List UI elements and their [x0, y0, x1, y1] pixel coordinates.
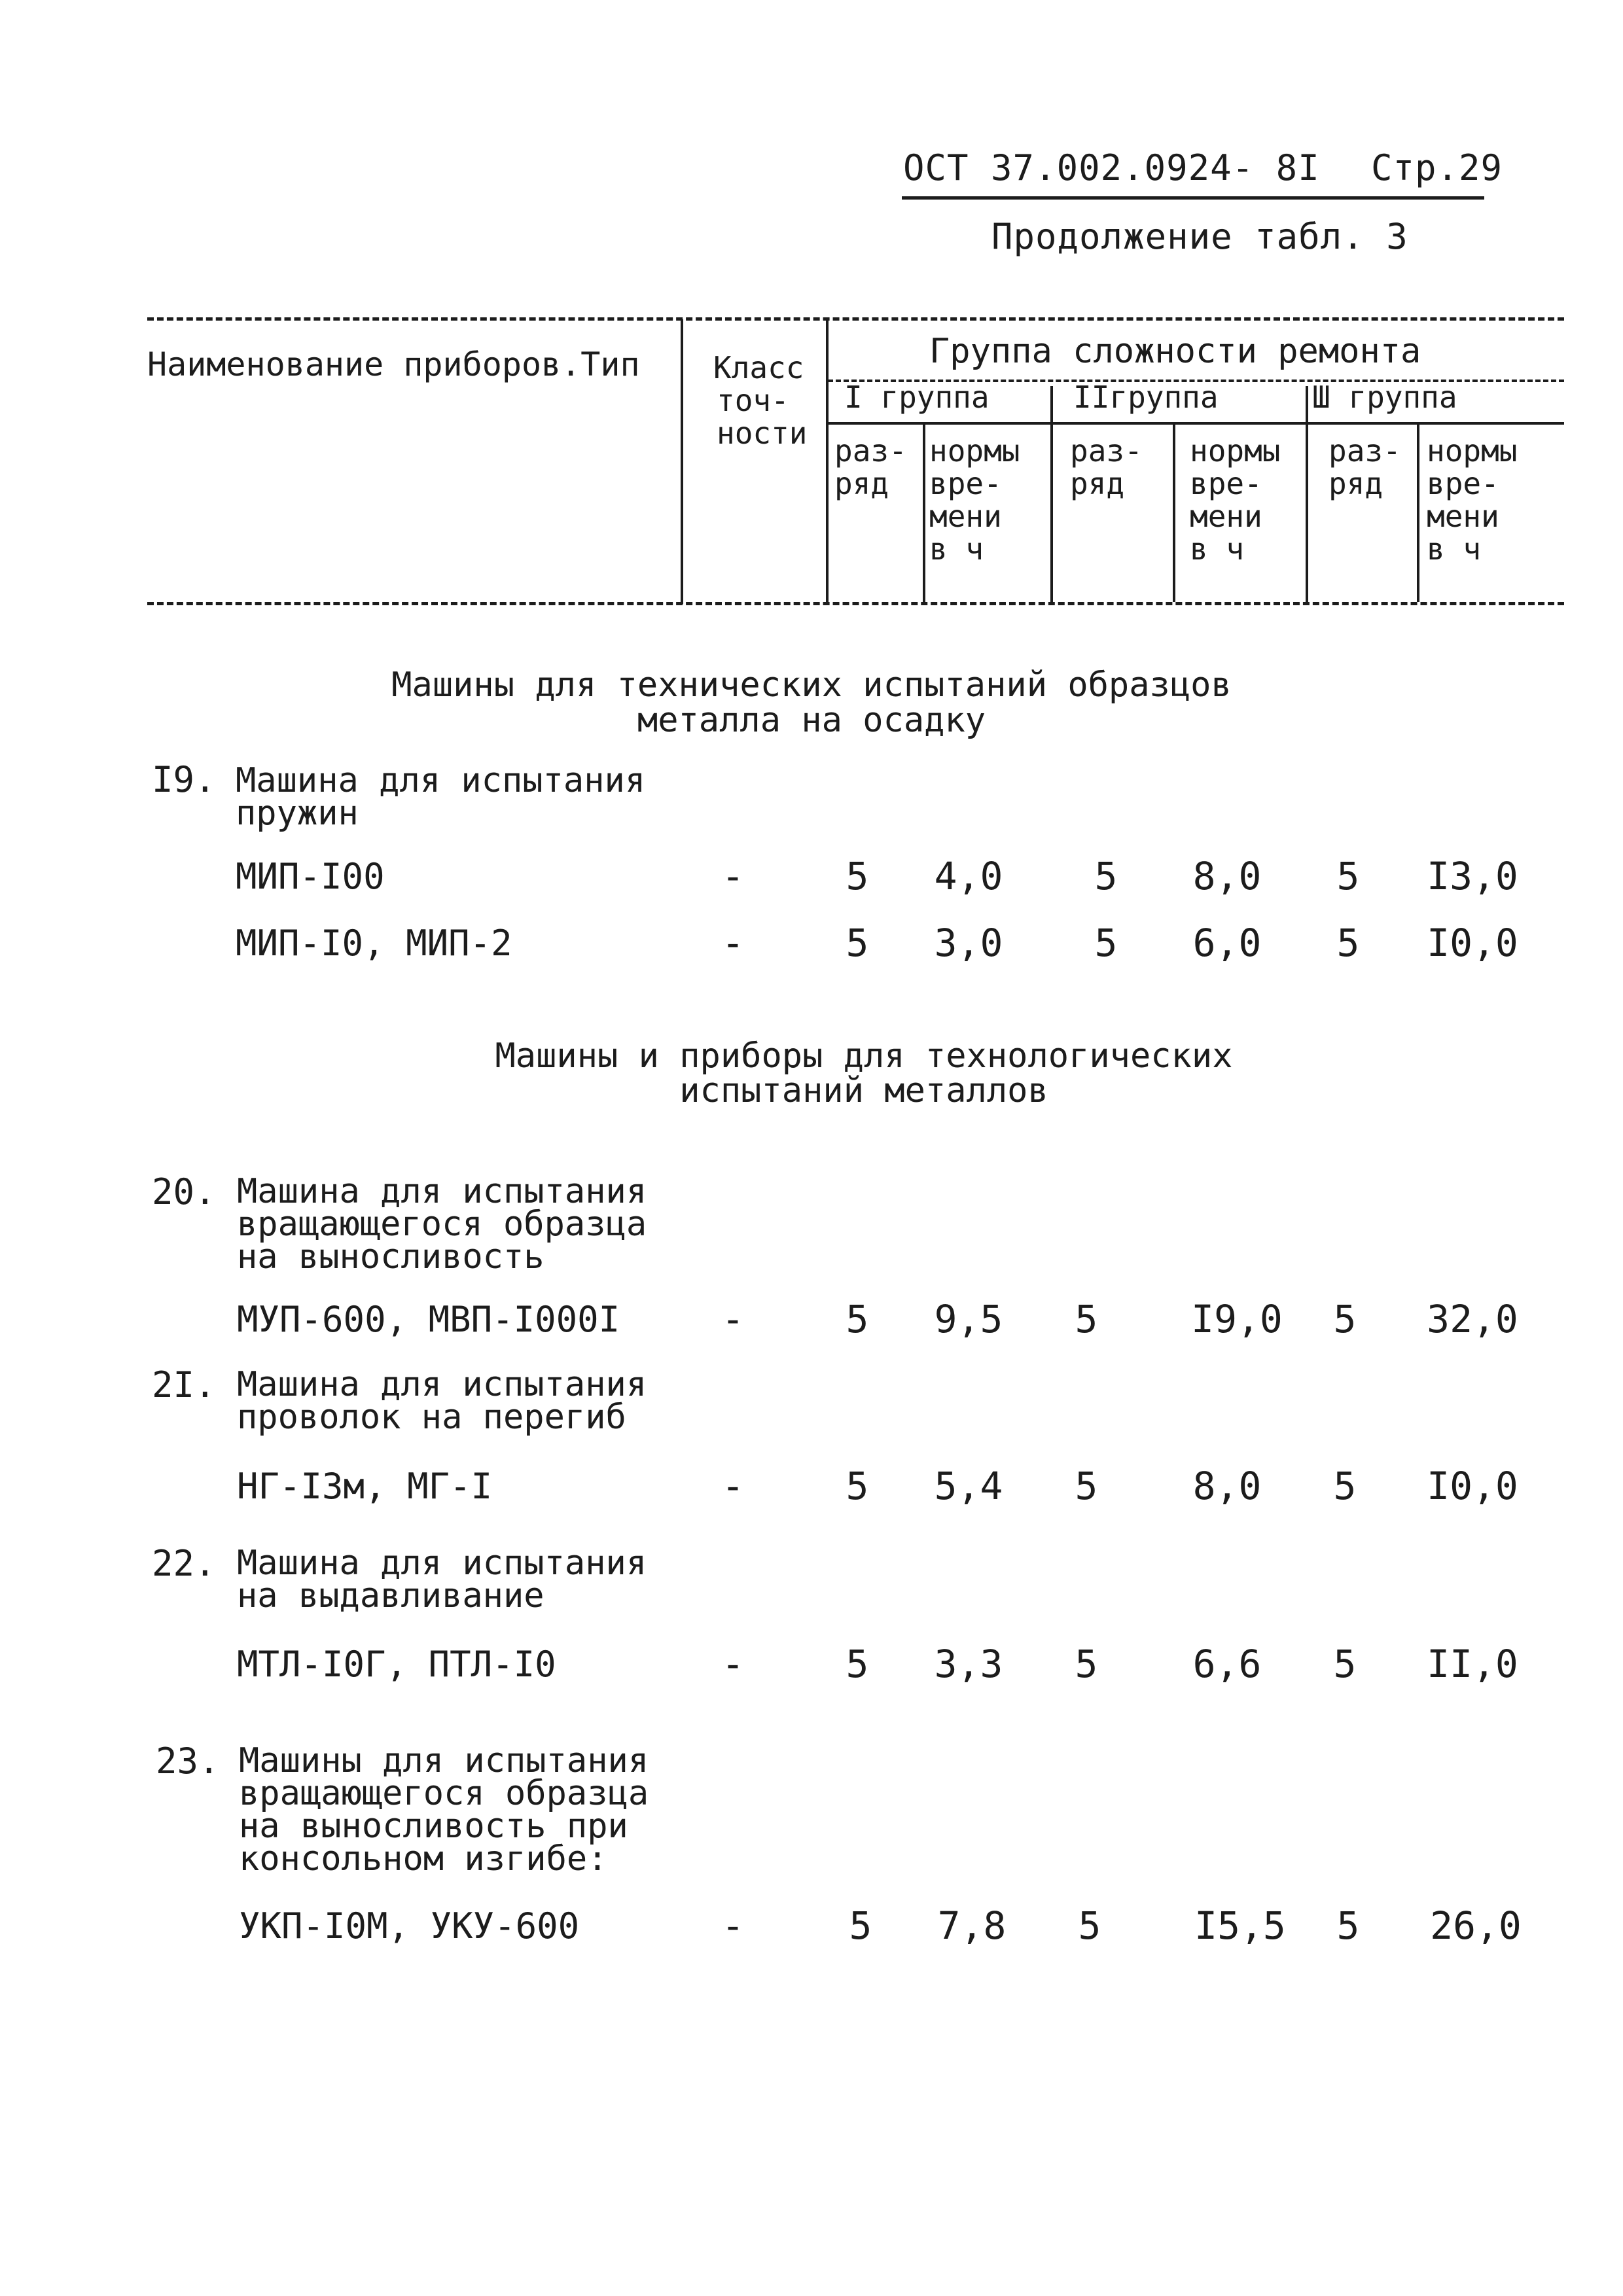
g3-rank-1: раз-	[1329, 433, 1401, 468]
item-23-number: 23.	[156, 1740, 220, 1782]
divider-group2-group3	[1306, 386, 1308, 602]
row-name: МИП-I00	[236, 856, 385, 897]
group-3-label: Ш группа	[1312, 380, 1457, 415]
g3-norm-1: нормы	[1427, 433, 1518, 468]
row-g2-norm: I9,0	[1191, 1297, 1283, 1341]
row-class: -	[721, 921, 745, 965]
column-name-header: Наименование приборов.Тип	[147, 345, 640, 383]
divider-g1-rank-norm	[923, 422, 925, 602]
row-g3-norm: 26,0	[1430, 1903, 1522, 1948]
row-g2-rank: 5	[1094, 854, 1118, 898]
row-g2-norm: I5,5	[1194, 1903, 1286, 1948]
row-class: -	[721, 1642, 745, 1686]
item-22-title-2: на выдавливание	[237, 1576, 544, 1616]
row-g3-rank: 5	[1333, 1642, 1357, 1686]
item-23-title-2: вращающегося образца	[239, 1774, 649, 1813]
item-23-title-4: консольном изгибе:	[239, 1839, 608, 1879]
row-name: УКП-I0М, УКУ-600	[239, 1905, 580, 1947]
g3-norm-3: мени	[1427, 499, 1499, 534]
row-g3-rank: 5	[1336, 1903, 1360, 1948]
divider-g3-rank-norm	[1417, 422, 1419, 602]
group-2-label: IIгруппа	[1073, 380, 1219, 415]
divider-class-groups	[826, 319, 829, 604]
row-g2-norm: 6,6	[1192, 1642, 1262, 1686]
g2-norm-1: нормы	[1190, 433, 1281, 468]
row-g3-rank: 5	[1336, 854, 1360, 898]
item-22-title-1: Машина для испытания	[237, 1544, 647, 1583]
g2-rank-1: раз-	[1070, 433, 1143, 468]
row-g1-norm: 9,5	[934, 1297, 1003, 1341]
row-g1-rank: 5	[846, 1464, 869, 1508]
row-g3-norm: 32,0	[1427, 1297, 1518, 1341]
document-code: ОСТ 37.002.0924- 8I	[903, 147, 1320, 188]
g2-norm-2: вре-	[1190, 466, 1262, 501]
row-name: МИП-I0, МИП-2	[236, 923, 512, 964]
column-class-header-1: Класс	[713, 350, 804, 385]
item-23-title-1: Машины для испытания	[239, 1741, 649, 1780]
row-g2-rank: 5	[1075, 1464, 1098, 1508]
section-2-title-line-1: Машины и приборы для технологических	[495, 1036, 1233, 1076]
item-20-title-2: вращающегося образца	[237, 1205, 647, 1244]
item-19-title-2: пружин	[236, 794, 359, 833]
item-20-number: 20.	[152, 1171, 216, 1212]
item-20-title-1: Машина для испытания	[237, 1172, 647, 1211]
row-g3-rank: 5	[1333, 1297, 1357, 1341]
divider-name-class	[681, 319, 683, 604]
row-g2-norm: 8,0	[1192, 1464, 1262, 1508]
g3-norm-4: в ч	[1427, 531, 1482, 567]
row-g1-norm: 7,8	[937, 1903, 1007, 1948]
item-21-title-1: Машина для испытания	[237, 1365, 647, 1404]
g1-rank-2: ряд	[834, 466, 889, 501]
row-g3-rank: 5	[1333, 1464, 1357, 1508]
row-name: МТЛ-I0Г, ПТЛ-I0	[237, 1644, 556, 1685]
row-name: МУП-600, МВП-I000I	[237, 1299, 620, 1340]
row-g3-norm: I3,0	[1427, 854, 1518, 898]
g2-norm-3: мени	[1190, 499, 1262, 534]
row-g1-rank: 5	[849, 1903, 872, 1948]
section-1-title-line-1: Машины для технических испытаний образцов	[391, 665, 1232, 705]
g1-norm-3: мени	[929, 499, 1002, 534]
row-g1-norm: 3,0	[934, 921, 1003, 965]
item-21-number: 2I.	[152, 1364, 216, 1405]
row-g2-rank: 5	[1075, 1297, 1098, 1341]
item-19-number: I9.	[152, 759, 216, 800]
item-23-title-3: на выносливость при	[239, 1807, 628, 1846]
g2-norm-4: в ч	[1190, 531, 1245, 567]
g3-rank-2: ряд	[1329, 466, 1383, 501]
divider-g2-rank-norm	[1173, 422, 1175, 602]
row-g1-rank: 5	[846, 1297, 869, 1341]
column-class-header-3: ности	[717, 415, 808, 451]
row-g1-norm: 4,0	[934, 854, 1003, 898]
row-class: -	[721, 1297, 745, 1341]
group-1-label: I группа	[844, 380, 990, 415]
row-g1-norm: 3,3	[934, 1642, 1003, 1686]
g1-rank-1: раз-	[834, 433, 907, 468]
header-underline	[902, 196, 1484, 200]
g1-norm-2: вре-	[929, 466, 1002, 501]
table-top-border	[147, 317, 1564, 321]
item-21-title-2: проволок на перегиб	[237, 1398, 626, 1437]
row-g1-norm: 5,4	[934, 1464, 1003, 1508]
row-g1-rank: 5	[846, 854, 869, 898]
row-class: -	[721, 1903, 745, 1948]
g1-norm-4: в ч	[929, 531, 984, 567]
row-g1-rank: 5	[846, 921, 869, 965]
row-g2-rank: 5	[1094, 921, 1118, 965]
row-g3-norm: I0,0	[1427, 921, 1518, 965]
g2-rank-2: ряд	[1070, 466, 1125, 501]
section-1-title-line-2: металла на осадку	[637, 701, 986, 740]
row-g2-norm: 6,0	[1192, 921, 1262, 965]
row-g1-rank: 5	[846, 1642, 869, 1686]
section-2-title-line-2: испытаний металлов	[679, 1071, 1048, 1110]
row-g2-norm: 8,0	[1192, 854, 1262, 898]
row-class: -	[721, 1464, 745, 1508]
row-g2-rank: 5	[1078, 1903, 1101, 1948]
g3-norm-2: вре-	[1427, 466, 1499, 501]
item-19-title-1: Машина для испытания	[236, 761, 646, 800]
table-header-bottom-border	[147, 602, 1564, 605]
g1-norm-1: нормы	[929, 433, 1020, 468]
column-class-header-2: точ-	[717, 383, 789, 418]
row-g3-rank: 5	[1336, 921, 1360, 965]
row-g3-norm: I0,0	[1427, 1464, 1518, 1508]
item-20-title-3: на выносливость	[237, 1237, 544, 1277]
item-22-number: 22.	[152, 1543, 216, 1584]
divider-group1-group2	[1050, 386, 1053, 602]
continuation-note: Продолжение табл. 3	[991, 216, 1408, 257]
row-g3-norm: II,0	[1427, 1642, 1518, 1686]
page-number: Стр.29	[1371, 147, 1503, 188]
row-g2-rank: 5	[1075, 1642, 1098, 1686]
group-title: Группа сложности ремонта	[929, 332, 1421, 371]
row-name: НГ-I3м, МГ-I	[237, 1466, 493, 1507]
row-class: -	[721, 854, 745, 898]
group-labels-underline	[828, 422, 1564, 425]
